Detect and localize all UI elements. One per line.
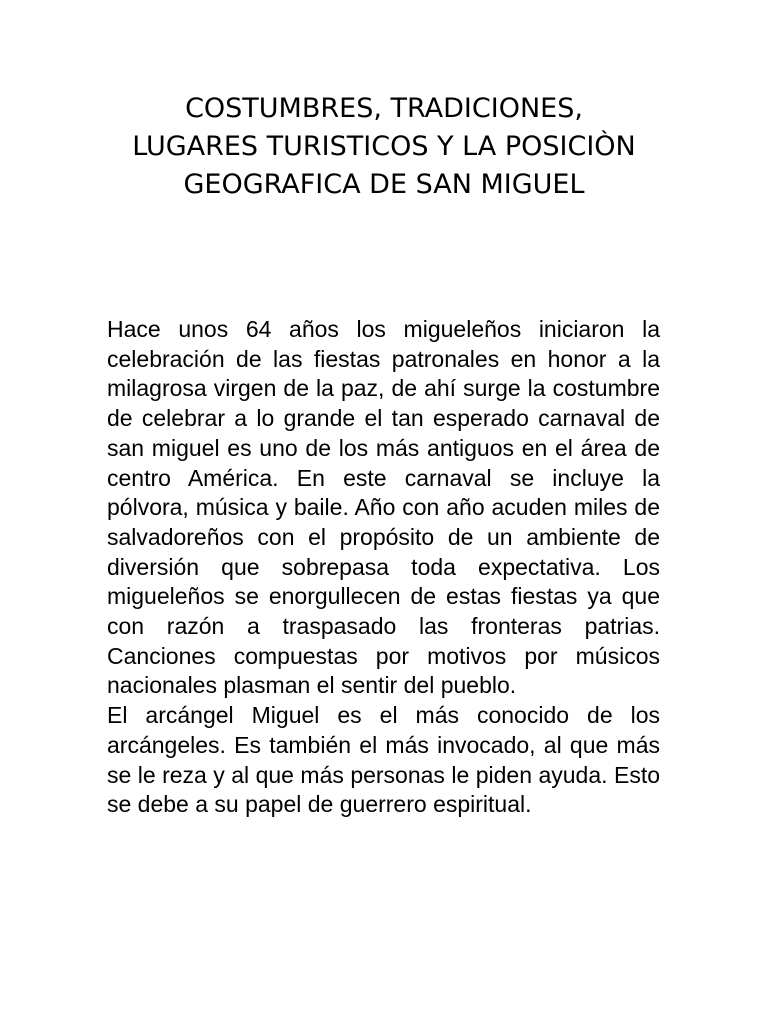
document-title: COSTUMBRES, TRADICIONES, LUGARES TURISTICOS Y LA POSICIÒN GEOGRAFICA DE SAN MIGUEL (132, 93, 636, 200)
paragraph-carnaval: Hace unos 64 años los migueleños iniciaron la celebración de las fiestas patronales en honor a la milagrosa virgen de la paz, de ahí surge la costumbre de celebrar a lo grande el tan esperado carnaval de san miguel es uno de los más antiguos en el área de centro América. En este carnaval se incluye la pólvora, música y baile. Año con año acuden miles de salvadoreños con el propósito de un ambiente de diversión que sobrepasa toda expectativa. Los migueleños se enorgullecen de estas fiestas ya que con razón a traspasado las fronteras patrias. Canciones compuestas por motivos por músicos nacionales plasman el sentir del pueblo. (107, 316, 660, 699)
document-body (107, 315, 660, 820)
paragraph-arcangel: El arcángel Miguel es el más conocido de los arcángeles. Es también el más invocado, al que más se le reza y al que más personas le piden ayuda. Esto se debe a su papel de guerrero espiritual. (107, 702, 660, 818)
